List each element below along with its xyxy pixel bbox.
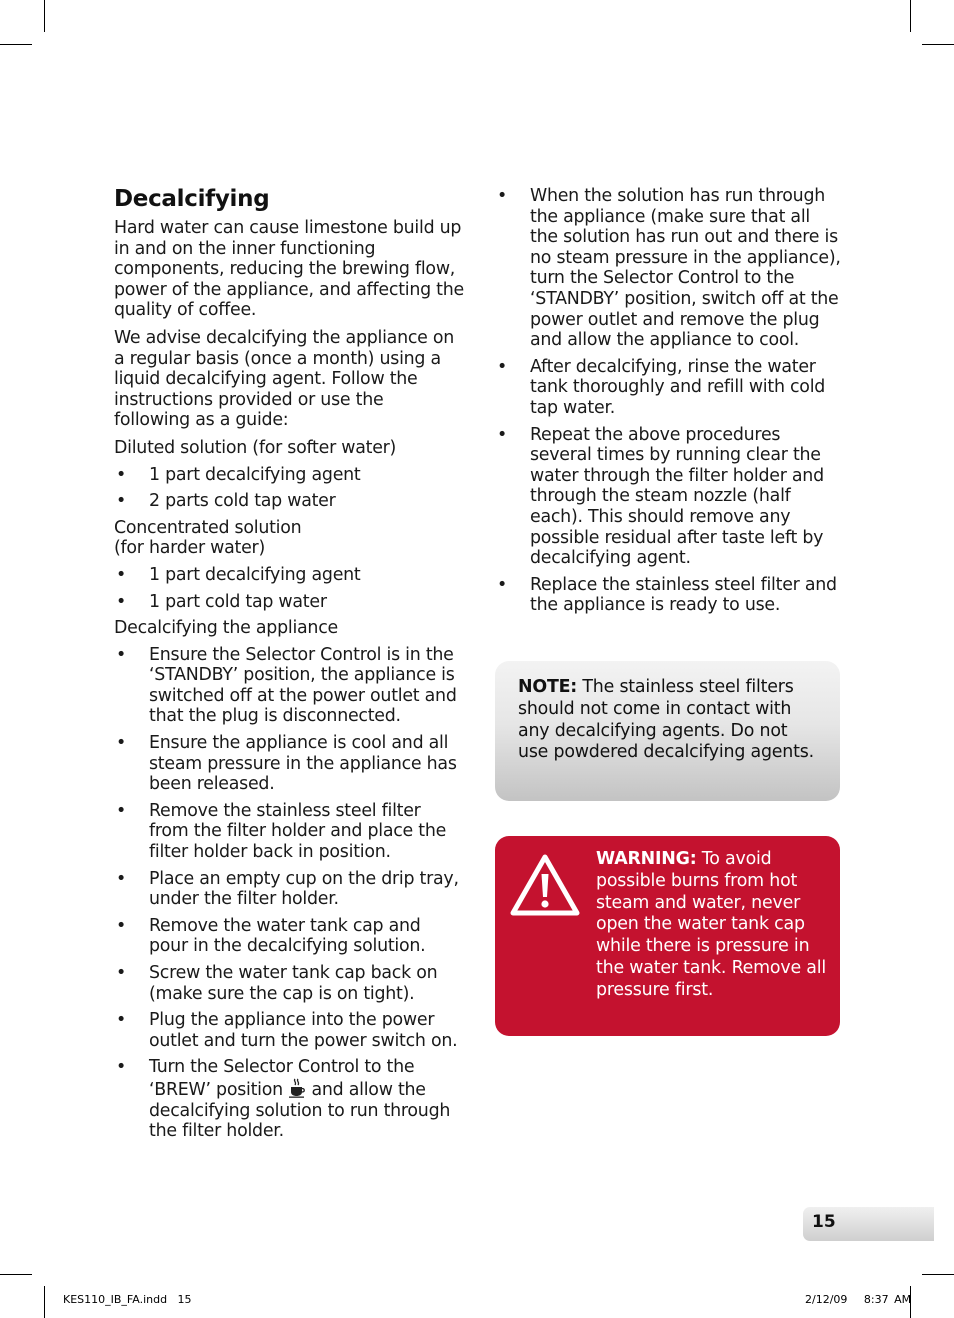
bullet: • [116,868,127,889]
note-text: NOTE: The stainless steel filters should not come in contact with any decalcifying agents. Do not use powdered decalcifying agents. [518,677,814,763]
diluted-list [114,465,464,512]
list-item: • Plug the appliance into the power outlet and turn the power switch on. [116,1010,458,1051]
left-column [114,186,464,1148]
page-number-tab [803,1207,934,1241]
warning-box [495,836,840,1036]
list-item: • Repeat the above procedures several times by running clear the water through the filter holder and through the steam nozzle (half each). This should remove any possible residual after taste left by decalcifying agent. [497,424,824,569]
bullet: • [116,800,127,821]
procedure-heading: Decalcifying the appliance [114,618,338,639]
bullet: • [116,915,127,936]
list-item: • After decalcifying, rinse the water tank thoroughly and refill with cold tap water. [497,356,826,418]
list-item: • Screw the water tank cap back on (make sure the cap is on tight). [116,963,438,1004]
bullet: • [116,733,127,754]
note-box [495,661,840,801]
bullet: • [116,1010,127,1031]
crop-mark [0,1274,32,1275]
list-item: • 1 part decalcifying agent [116,464,361,485]
crop-mark [922,1274,954,1275]
procedure-list [114,645,464,1142]
crop-mark [44,0,45,32]
list-item: • When the solution has run through the appliance (make sure that all the solution has run out and there is no steam pressure in the appliance), turn the Selector Control to the ‘STANDBY’ position, switch off at the power outlet and remove the plug and allow the appliance to cool. [497,186,841,351]
crop-mark [44,1286,45,1318]
intro-paragraph-1: Hard water can cause limestone build up in and on the inner functioning components, reducing the brewing flow, power of the appliance, and affecting the quality of coffee. [114,218,464,321]
crop-mark [0,44,32,45]
bullet: • [497,356,508,377]
footer-timestamp: 2/12/09 8:37 AM [805,1293,912,1306]
warning-triangle-icon [509,852,581,918]
bullet: • [116,1057,127,1078]
section-title: Decalcifying [114,186,270,212]
bullet: • [116,464,127,485]
bullet: • [116,963,127,983]
page-number: 15 [812,1212,836,1232]
coffee-cup-icon [288,1078,306,1098]
bullet: • [497,186,508,206]
procedure-list-continued [497,186,841,616]
list-item: • Remove the stainless steel filter from the filter holder and place the filter holder back in position. [116,800,447,863]
list-item: • Ensure the Selector Control is in the ‘STANDBY’ position, the appliance is switched off at the power outlet and that the plug is disconnected. [116,644,457,727]
list-item: • Remove the water tank cap and pour in the decalcifying solution. [116,915,426,957]
list-item: • Ensure the appliance is cool and all steam pressure in the appliance has been released. [116,733,457,795]
crop-mark [922,44,954,45]
right-column [497,186,841,622]
bullet: • [116,564,127,585]
list-item: • 2 parts cold tap water [116,491,336,512]
list-item: • 1 part cold tap water [116,591,327,612]
bullet: • [497,424,508,445]
list-item: • Replace the stainless steel filter and the appliance is ready to use. [497,574,837,616]
list-item: • Turn the Selector Control to the ‘BREW’ position and allow the decalcifying solution to run through the filter holder. [116,1057,451,1142]
bullet: • [116,491,127,512]
concentrated-list [114,565,464,612]
warning-text: WARNING: To avoid possible burns from hot steam and water, never open the water tank cap while there is pressure in the water tank. Remove all pressure first. [596,849,826,1000]
intro-paragraph-2: We advise decalcifying the appliance on a regular basis (once a month) using a liquid decalcifying agent. Follow the instructions provided or use the following as a guide: [114,327,455,431]
diluted-heading: Diluted solution (for softer water) [114,437,397,458]
list-item: • Place an empty cup on the drip tray, under the filter holder. [116,868,459,910]
crop-mark [910,0,911,32]
bullet: • [116,591,127,612]
bullet: • [116,644,127,665]
list-item: • 1 part decalcifying agent [116,564,361,585]
warning-label: WARNING: [596,849,697,869]
bullet: • [497,574,508,595]
footer-file-name: KES110_IB_FA.indd 15 [63,1293,192,1306]
note-label: NOTE: [518,677,578,697]
concentrated-heading: Concentrated solution (for harder water) [114,517,302,559]
